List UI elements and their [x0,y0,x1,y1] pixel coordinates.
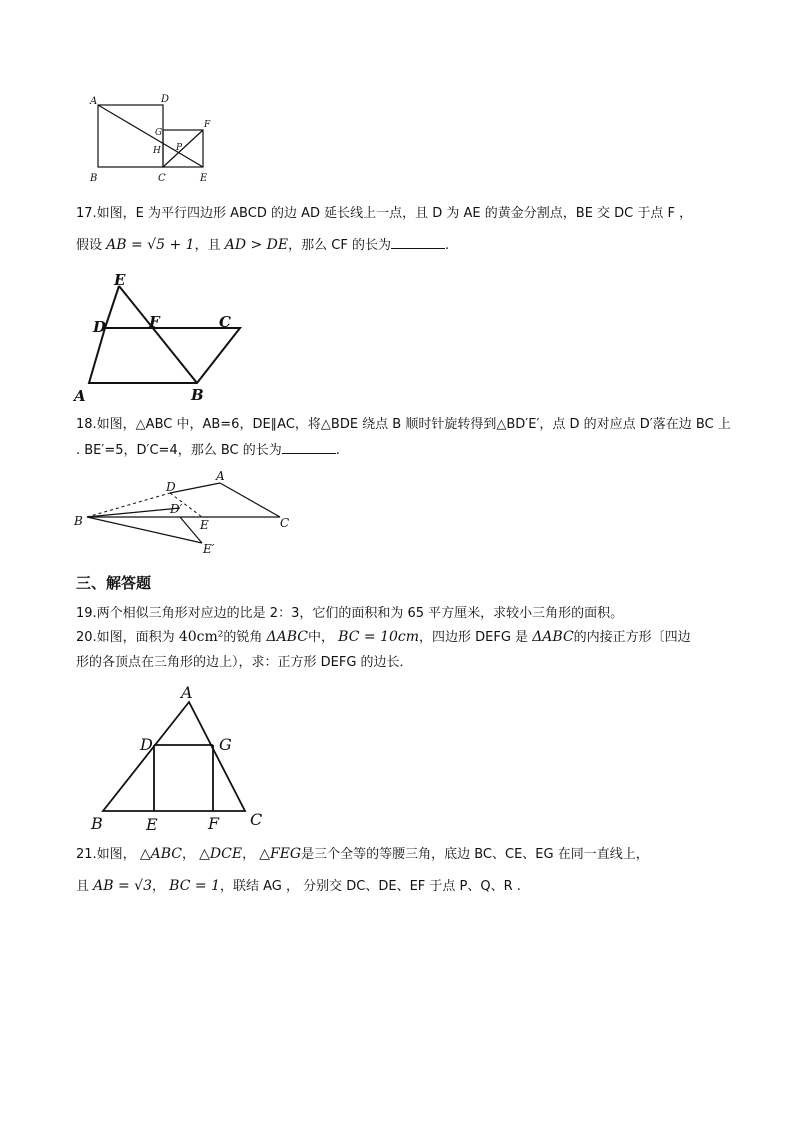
fig16-label-h: H [153,146,161,156]
fig18-label-d: D [166,480,176,494]
fig20-label-f: F [208,814,220,833]
q17-suffix: ，那么 CF 的长为 [288,238,391,253]
q20-a: 20.如图，面积为 [76,630,175,645]
figure-16 [85,90,220,185]
q17-end: . [444,238,450,253]
q21-line2-prefix: 且 [76,879,90,894]
fig16-label-e: E [200,173,208,184]
q21-ab: AB = √3 [93,878,153,894]
q21-line1-rest: 是三个全等的等腰三角，底边 BC、CE、EG 在同一直线上， [301,847,649,862]
fig17-label-b: B [191,386,204,404]
fig20-label-d: D [140,735,153,754]
fig17-label-d: D [93,318,107,336]
fig20-label-b: B [91,814,103,833]
q17-line2 [76,236,449,255]
q21-sep2: ， [242,847,256,862]
figure-20 [86,682,276,834]
q17-inequality: AD > DE [224,237,289,253]
q21-triangle-dce: △DCE [199,846,243,862]
q18-line2-text: . BE′=5，D′C=4，那么 BC 的长为 [76,443,282,458]
fig18-label-dprime: D′ [170,502,183,516]
q20-c: 中， [308,630,335,645]
fig16-label-g: G [155,128,163,138]
fig18-label-b: B [74,514,83,528]
q20-b: 的锐角 [223,630,263,645]
fig20-label-c: C [250,810,263,829]
fig17-label-a: A [74,387,86,404]
q21-sep1: ， [181,847,195,862]
q21-line2-rest: ，联结 AG ， 分别交 DC、DE、EF 于点 P、Q、R . [219,879,521,894]
q21-line1 [76,845,649,864]
figure-18 [72,468,302,560]
fig17-label-c: C [219,313,231,331]
fig18-label-e: E [200,518,209,532]
q20-area: 40cm² [178,629,224,645]
fig16-label-d: D [161,94,170,105]
q17-answer-blank [391,236,445,249]
q21-line2 [76,877,521,896]
q21-prefix: 21.如图， [76,847,136,862]
fig17-label-e: E [114,271,126,289]
q20-triangle-2: ΔABC [532,629,574,645]
fig20-label-e: E [146,815,158,834]
fig18-label-eprime: E′ [203,542,215,556]
fig17-label-f: F [149,313,160,331]
fig18-label-a: A [216,469,225,483]
fig18-label-c: C [280,516,290,530]
q18-answer-blank [282,441,336,454]
q17-line1: 17.如图，E 为平行四边形 ABCD 的边 AD 延长线上一点，且 D 为 AE 的黄金分割点，BE 交 DC 于点 F ， [76,206,693,221]
fig16-label-c: C [158,173,166,184]
fig20-label-a: A [181,683,193,702]
q21-bc: BC = 1 [169,878,220,894]
fig16-label-p: P [176,143,183,153]
q17-mid: ，且 [194,238,221,253]
q21-triangle-abc: △ABC [139,846,182,862]
q18-line1: 18.如图，△ABC 中，AB=6，DE∥AC，将△BDE 绕点 B 顺时针旋转得到△BD′E′，点 D 的对应点 D′落在边 BC 上 [76,417,731,432]
q18-line2 [76,441,340,460]
q20-e: 的内接正方形〔四边 [573,630,691,645]
q21-triangle-feg: △FEG [259,846,302,862]
fig20-label-g: G [219,735,232,754]
fig16-label-f: F [204,120,211,130]
section-title: 三、解答题 [76,574,152,592]
q21-sep3: ， [152,879,166,894]
q20-line1 [76,628,691,647]
q17-ab-formula: AB = √5 + 1 [106,237,195,253]
q19-text: 19.两个相似三角形对应边的比是 2：3，它们的面积和为 65 平方厘米，求较小三角形的面积。 [76,606,624,621]
q20-triangle: ΔABC [266,629,309,645]
fig16-label-a: A [90,96,98,107]
q20-d: ，四边形 DEFG 是 [419,630,529,645]
q18-end: . [335,443,340,458]
figure-17 [72,268,252,404]
q17-prefix: 假设 [76,238,103,253]
fig16-label-b: B [90,173,98,184]
q20-bc: BC = 10cm [338,629,419,645]
q20-line2: 形的各顶点在三角形的边上），求：正方形 DEFG 的边长． [76,655,413,670]
